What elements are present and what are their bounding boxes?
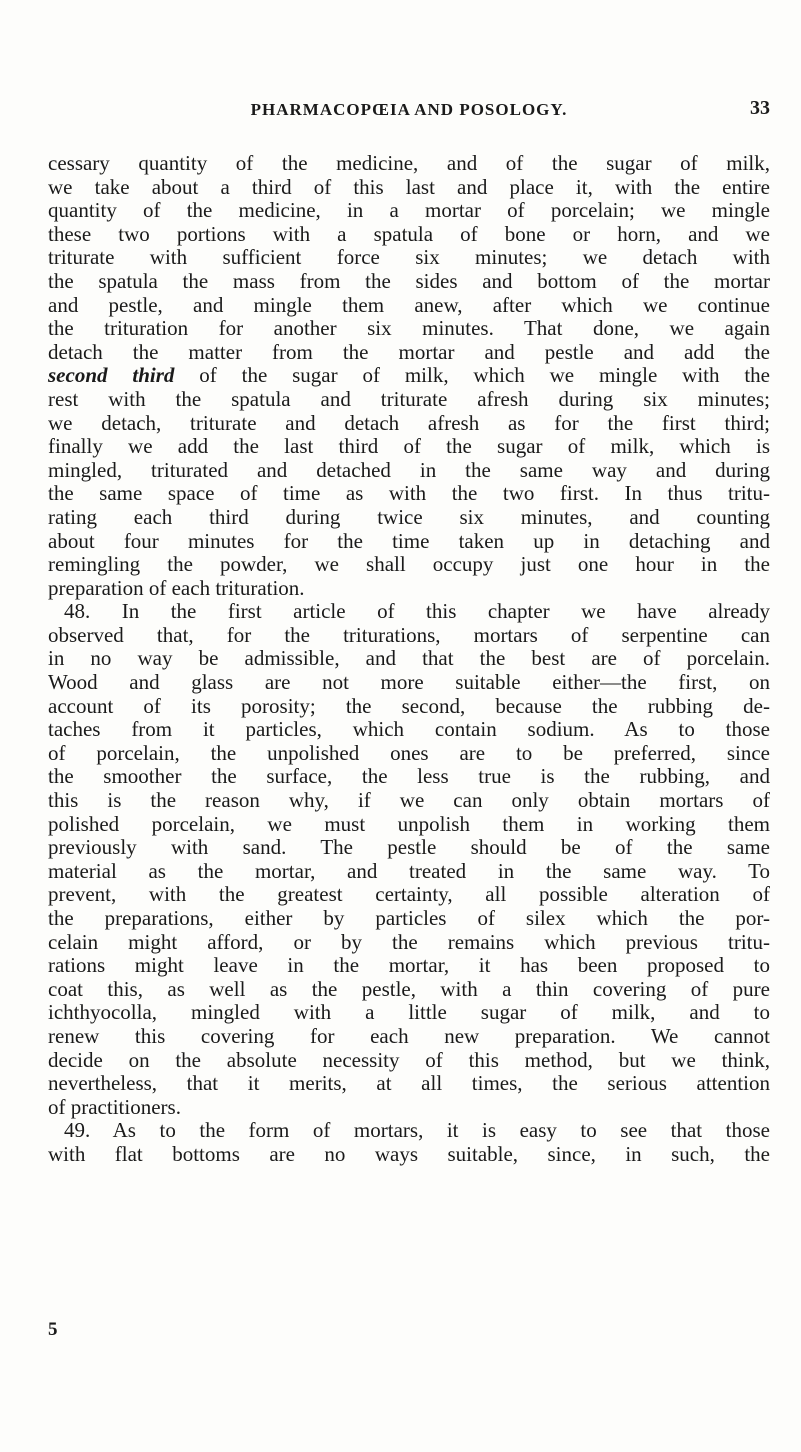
text-line-with-italic (48, 364, 770, 388)
text-line-rest: of the sugar of milk, which we mingle with the (199, 363, 770, 388)
text-line: celain might afford, or by the remains which previous tritu- (48, 929, 770, 954)
text-line: preparation of each trituration. (48, 575, 305, 600)
text-line: previously with sand. The pestle should be of the same (48, 835, 770, 860)
page-number: 33 (750, 97, 770, 119)
text-line: the spatula the mass from the sides and bottom of the mortar (48, 268, 770, 293)
text-line: coat this, as well as the pestle, with a thin covering of pure (48, 976, 770, 1001)
text-line: cessary quantity of the medicine, and of the sugar of milk, (48, 151, 770, 175)
signature-mark: 5 (48, 1319, 58, 1340)
text-line: renew this covering for each new preparation. We cannot (48, 1023, 770, 1048)
text-line: finally we add the last third of the sugar of milk, which is (48, 434, 770, 459)
paragraph-start-49: 49. As to the form of mortars, it is easy to see that those (64, 1118, 770, 1143)
text-line: the trituration for another six minutes. That done, we again (48, 316, 770, 341)
text-line: triturate with sufficient force six minutes; we detach with (48, 245, 770, 270)
running-head (48, 97, 770, 130)
text-line: detach the matter from the mortar and pestle and add the (48, 339, 770, 364)
text-line: ichthyocolla, mingled with a little sugar of milk, and to (48, 1000, 770, 1025)
text-line: of porcelain, the unpolished ones are to be preferred, since (48, 740, 770, 765)
text-line: prevent, with the greatest certainty, all possible alteration of (48, 882, 770, 907)
italic-phrase: second third (48, 363, 175, 388)
text-line: the same space of time as with the two first. In thus tritu- (48, 481, 770, 506)
text-line: this is the reason why, if we can only obtain mortars of (48, 788, 770, 813)
text-line: material as the mortar, and treated in the same way. To (48, 858, 770, 883)
text-line: rating each third during twice six minutes, and counting (48, 504, 770, 529)
text-line: polished porcelain, we must unpolish them in working them (48, 811, 770, 836)
text-line: about four minutes for the time taken up in detaching and (48, 528, 770, 553)
text-line: Wood and glass are not more suitable either—the first, on (48, 670, 770, 695)
text-line: account of its porosity; the second, because the rubbing de- (48, 693, 770, 718)
text-line: nevertheless, that it merits, at all times, the serious attention (48, 1071, 770, 1096)
text-line: quantity of the medicine, in a mortar of porcelain; we mingle (48, 198, 770, 223)
paragraph-start-48: 48. In the first article of this chapter we have already (64, 599, 770, 624)
text-line: we detach, triturate and detach afresh as for the first third; (48, 410, 770, 435)
text-line: the preparations, either by particles of silex which the por- (48, 906, 770, 930)
text-line: and pestle, and mingle them anew, after which we continue (48, 292, 770, 317)
text-line: with flat bottoms are no ways suitable, since, in such, the (48, 1141, 770, 1166)
text-line: mingled, triturated and detached in the same way and during (48, 457, 770, 482)
text-line: rest with the spatula and triturate afresh during six minutes; (48, 386, 770, 411)
text-line: decide on the absolute necessity of this method, but we think, (48, 1047, 770, 1072)
running-title: PHARMACOPŒIA AND POSOLOGY. (250, 100, 568, 119)
text-line: remingling the powder, we shall occupy just one hour in the (48, 552, 770, 577)
text-line: in no way be admissible, and that the best are of porcelain. (48, 646, 770, 671)
text-line: observed that, for the triturations, mortars of serpentine can (48, 622, 770, 647)
text-line: these two portions with a spatula of bone or horn, and we (48, 221, 770, 246)
text-line: taches from it particles, which contain sodium. As to those (48, 717, 770, 742)
text-line: we take about a third of this last and place it, with the entire (48, 174, 770, 199)
body-text (48, 152, 770, 1167)
text-line: of practitioners. (48, 1094, 181, 1119)
text-line: rations might leave in the mortar, it has been proposed to (48, 953, 770, 978)
text-line: the smoother the surface, the less true is the rubbing, and (48, 764, 770, 789)
